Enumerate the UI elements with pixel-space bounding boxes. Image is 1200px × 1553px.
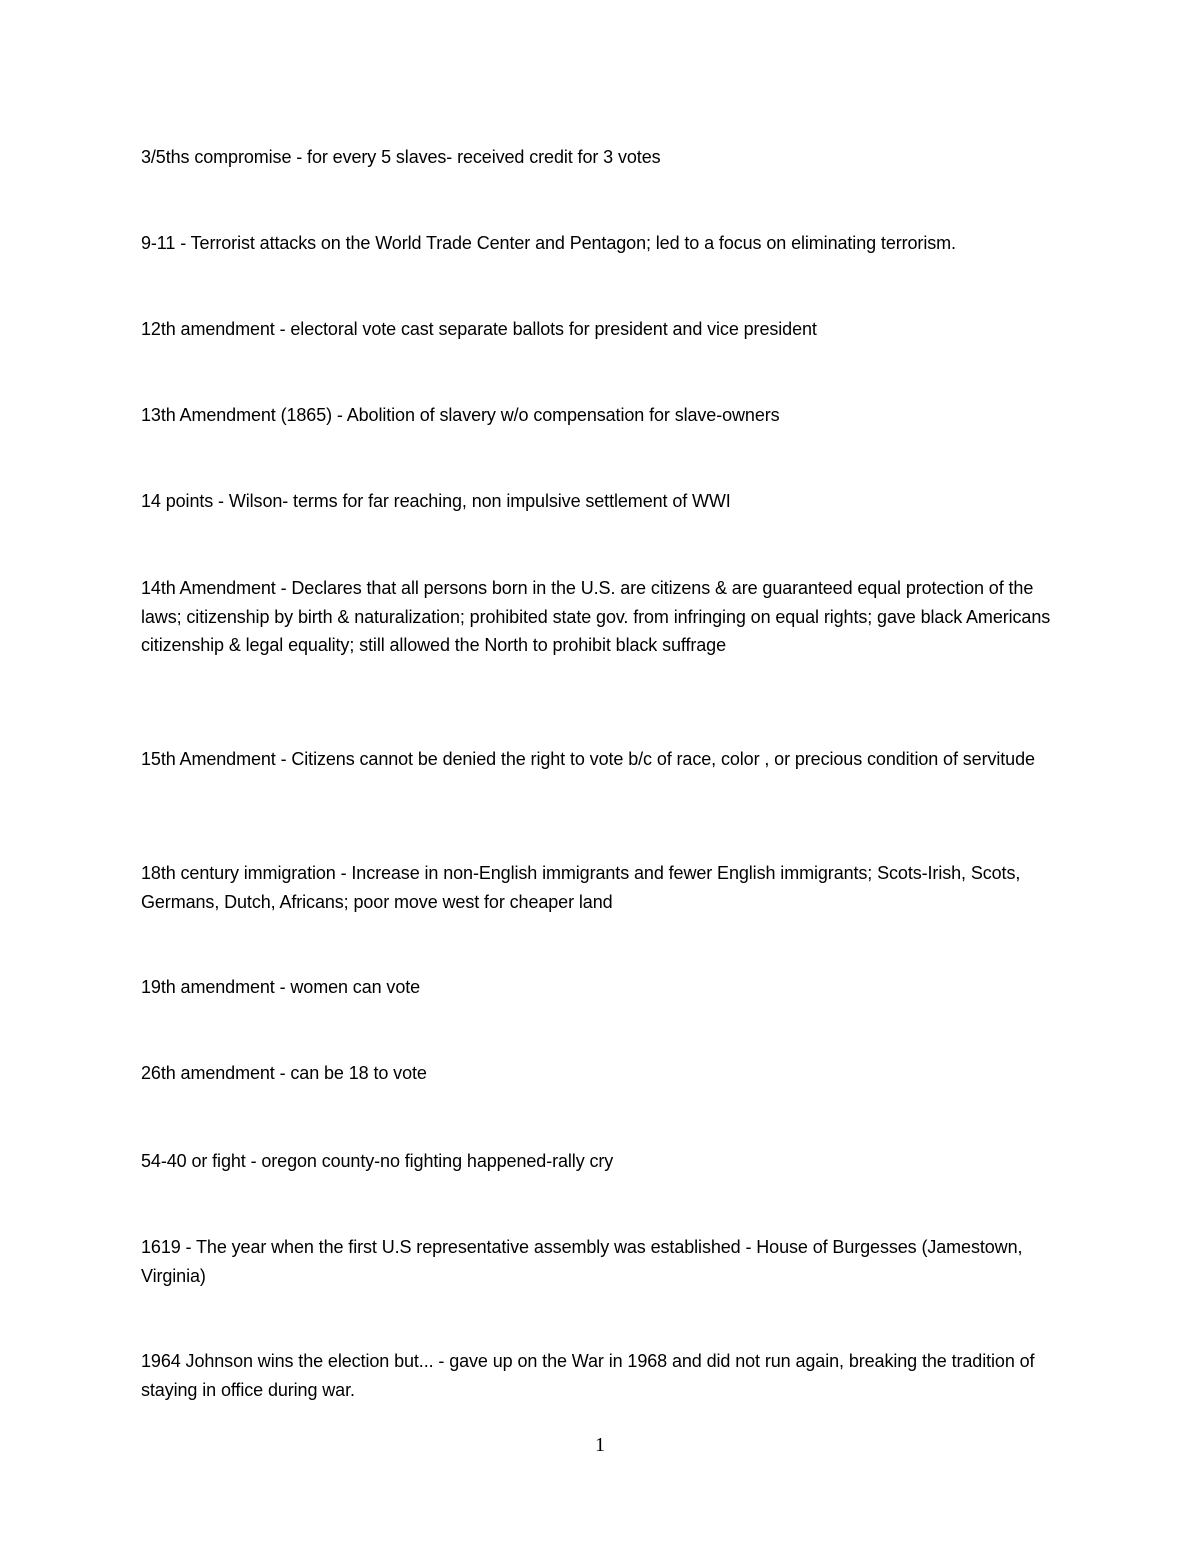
page-number: 1 [595, 1434, 605, 1456]
entry-19th-amendment: 19th amendment - women can vote [141, 977, 421, 997]
entry-14-points: 14 points - Wilson- terms for far reaching, non impulsive settlement of WWI [141, 491, 731, 511]
entry-1964-johnson: 1964 Johnson wins the election but... - gave up on the War in 1968 and did not run again, breaking the tradition of staying in office during war. [141, 1351, 1035, 1400]
entry-54-40-or-fight: 54-40 or fight - oregon county-no fighting happened-rally cry [141, 1151, 614, 1171]
entry-12th-amendment: 12th amendment - electoral vote cast separate ballots for president and vice president [141, 319, 817, 339]
entry-15th-amendment: 15th Amendment - Citizens cannot be denied the right to vote b/c of race, color , or precious condition of servitude [141, 749, 1035, 769]
entry-14th-amendment: 14th Amendment - Declares that all persons born in the U.S. are citizens & are guaranteed equal protection of the laws; citizenship by birth & naturalization; prohibited state gov. from infringing on equal rights; gave black Americans citizenship & legal equality; still allowed the North to prohibit black suffrage [141, 578, 1051, 655]
entry-9-11: 9-11 - Terrorist attacks on the World Trade Center and Pentagon; led to a focus on eliminating terrorism. [141, 233, 956, 253]
entry-18th-century-immigration: 18th century immigration - Increase in non-English immigrants and fewer English immigrants; Scots-Irish, Scots, Germans, Dutch, Africans; poor move west for cheaper land [141, 863, 1021, 912]
entry-three-fifths-compromise: 3/5ths compromise - for every 5 slaves- received credit for 3 votes [141, 147, 661, 167]
entry-1619: 1619 - The year when the first U.S representative assembly was established - House of Burgesses (Jamestown, Virginia) [141, 1237, 1023, 1286]
entry-13th-amendment: 13th Amendment (1865) - Abolition of slavery w/o compensation for slave-owners [141, 405, 780, 425]
entry-26th-amendment: 26th amendment - can be 18 to vote [141, 1063, 427, 1083]
